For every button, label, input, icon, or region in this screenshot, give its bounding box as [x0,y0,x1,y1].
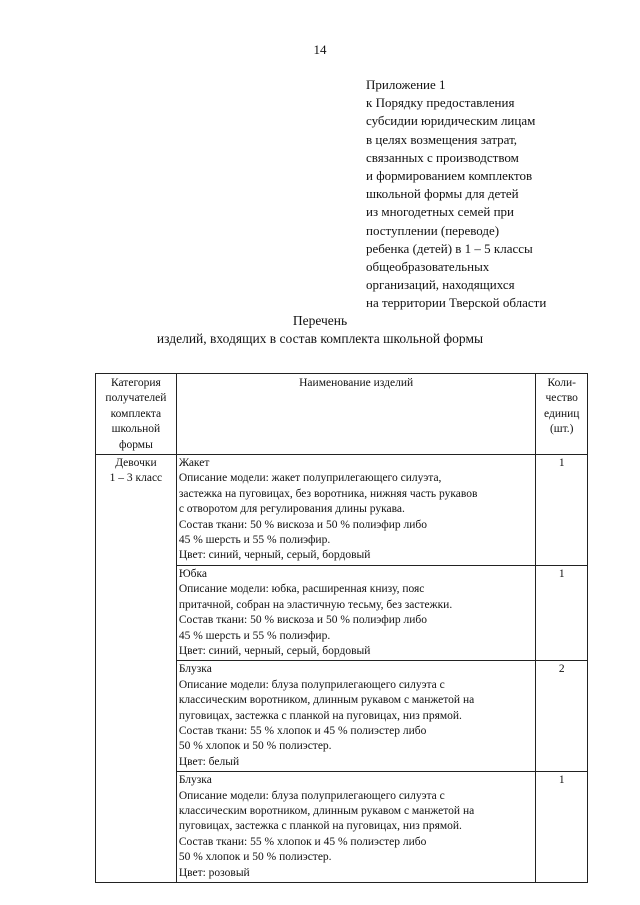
item-line: застежка на пуговицах, без воротника, нижняя часть рукавов [178,487,478,500]
quantity-cell: 2 [536,661,588,772]
item-line: Цвет: розовый [178,866,250,879]
item-line: Блузка [178,774,212,787]
item-line: Описание модели: юбка, расширенная книзу, пояс [178,583,425,596]
item-line: 45 % шерсть и 55 % полиэфир. [178,629,331,642]
item-line: 45 % шерсть и 55 % полиэфир. [178,534,331,547]
header-category-line: Категория [110,377,161,389]
appendix-line: организаций, находящихся [366,277,515,293]
appendix-line: поступлении (переводе) [366,222,500,238]
item-cell-blouse-pink [176,772,536,883]
item-line: Описание модели: жакет полуприлегающего силуэта, [178,472,442,485]
item-cell-blouse-white [176,661,536,772]
header-category-line: школьной [111,423,161,436]
category-cell [96,455,177,883]
appendix-line: субсидии юридическим лицам [366,113,536,129]
item-line: Цвет: синий, черный, серый, бордовый [178,644,371,657]
item-line: Жакет [178,457,210,470]
appendix-line: общеобразовательных [366,259,490,275]
item-line: Блузка [178,663,212,676]
page-number: 14 [313,42,327,57]
category-line: Девочки [115,457,157,470]
item-line: Состав ткани: 50 % вискоза и 50 % полиэфир либо [178,614,428,627]
header-name: Наименование изделий [176,374,536,455]
item-line: Состав ткани: 55 % хлопок и 45 % полиэстер либо [178,724,427,737]
header-quantity-line: единиц [544,407,580,420]
list-title-line2: изделий, входящих в состав комплекта школьной формы [156,331,484,346]
item-line: Состав ткани: 50 % вискоза и 50 % полиэфир либо [178,518,428,531]
appendix-header [366,76,626,313]
appendix-line: связанных с производством [366,149,519,165]
header-quantity-line: (шт.) [549,423,574,436]
list-title [0,312,640,348]
item-line: Юбка [178,567,208,580]
category-line: 1 – 3 класс [109,472,163,485]
appendix-line: Приложение 1 [366,77,446,92]
appendix-line: из многодетных семей при [366,204,514,220]
item-line: классическим воротником, длинным рукавом с манжетой на [178,804,475,817]
items-table [95,373,588,883]
header-category [96,374,177,455]
item-cell-jacket [176,455,536,566]
item-line: с отворотом для регулирования длины рукава. [178,503,405,516]
quantity-cell: 1 [536,455,588,566]
header-category-line: комплекта [110,407,162,420]
item-line: 50 % хлопок и 50 % полиэстер. [178,851,332,864]
item-line: Описание модели: блуза полуприлегающего силуэта с [178,789,445,802]
quantity-cell: 1 [536,565,588,660]
quantity-cell: 1 [536,772,588,883]
item-cell-skirt [176,565,536,660]
header-quantity-line: чество [545,392,578,405]
item-line: притачной, собран на эластичную тесьму, без застежки. [178,598,453,611]
list-title-line1: Перечень [292,313,348,328]
item-line: классическим воротником, длинным рукавом с манжетой на [178,694,475,707]
header-category-line: формы [119,438,153,451]
item-line: Описание модели: блуза полуприлегающего силуэта с [178,678,445,691]
appendix-line: на территории Тверской области [366,295,547,311]
header-quantity-line: Коли- [547,377,576,389]
header-category-line: получателей [105,392,167,405]
appendix-line: ребенка (детей) в 1 – 5 классы [366,240,533,256]
item-line: Состав ткани: 55 % хлопок и 45 % полиэстер либо [178,835,427,848]
item-line: 50 % хлопок и 50 % полиэстер. [178,740,332,753]
appendix-line: в целях возмещения затрат, [366,131,518,147]
appendix-line: к Порядку предоставления [366,95,515,111]
appendix-line: и формированием комплектов [366,168,533,184]
table-row [96,455,588,566]
table-header-row [96,374,588,455]
item-line: Цвет: синий, черный, серый, бордовый [178,549,371,562]
header-quantity [536,374,588,455]
appendix-line: школьной формы для детей [366,186,519,202]
item-line: Цвет: белый [178,755,240,768]
item-line: пуговицах, застежка с планкой на пуговицах, низ прямой. [178,820,462,833]
item-line: пуговицах, застежка с планкой на пуговицах, низ прямой. [178,709,462,722]
